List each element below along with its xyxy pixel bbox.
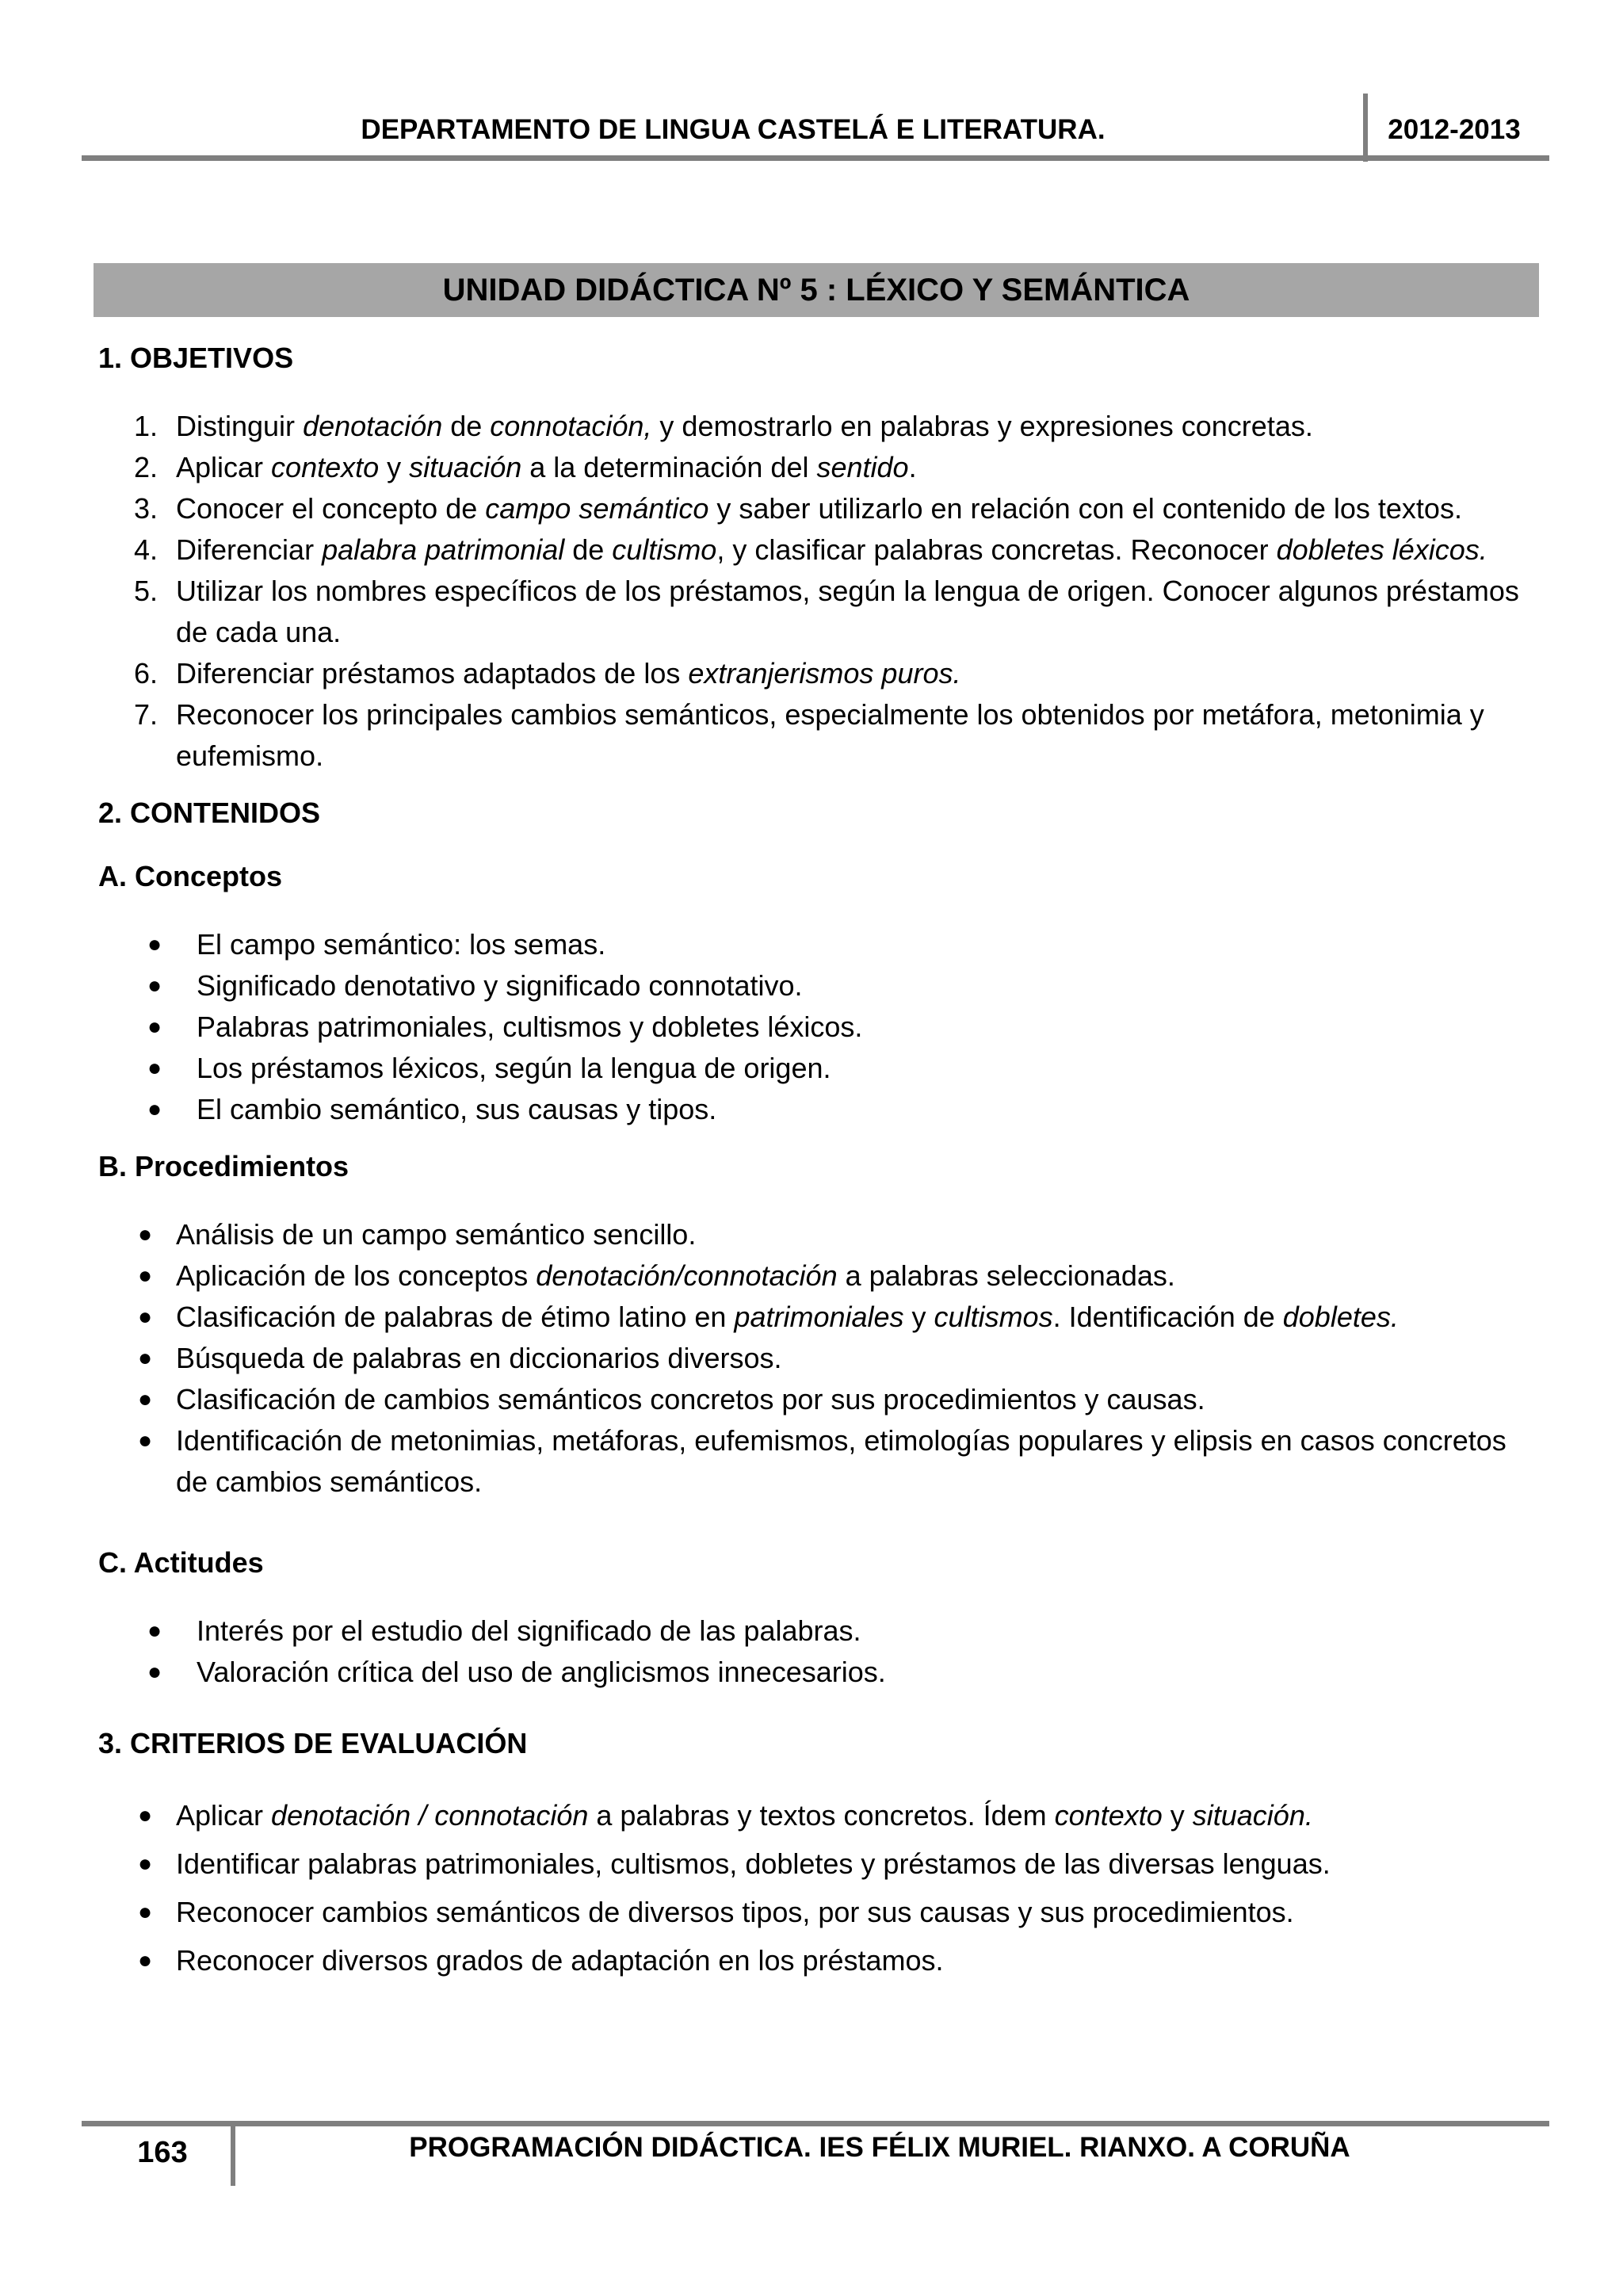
text: y saber utilizarlo en relación con el contenido de los textos. <box>708 492 1462 525</box>
footer-divider <box>231 2121 235 2186</box>
text: Interés por el estudio del significado de las palabras. <box>197 1614 861 1647</box>
bullet-icon: ● <box>138 1899 153 1925</box>
text: Identificar palabras patrimoniales, cultismos, dobletes y préstamos de las diversas lenguas. <box>176 1847 1331 1880</box>
italic-text: patrimoniales <box>734 1301 904 1333</box>
list-item <box>98 1089 1545 1130</box>
list-item <box>98 1888 1545 1936</box>
bullet-icon: ● <box>138 1851 153 1877</box>
italic-text: sentido <box>816 451 909 483</box>
actitudes-heading: C. Actitudes <box>98 1546 264 1579</box>
list-item <box>98 447 1545 488</box>
contenidos-heading: 2. CONTENIDOS <box>98 797 321 829</box>
list-item <box>98 1652 1545 1693</box>
header-title: DEPARTAMENTO DE LINGUA CASTELÁ E LITERATURA. <box>361 114 1106 145</box>
unit-title: UNIDAD DIDÁCTICA Nº 5 : LÉXICO Y SEMÁNTICA <box>94 263 1539 317</box>
bullet-icon: ● <box>138 1386 153 1412</box>
text: Significado denotativo y significado connotativo. <box>197 969 803 1002</box>
text: a la determinación del <box>521 451 817 483</box>
list-item <box>98 924 1545 965</box>
text: Palabras patrimoniales, cultismos y dobletes léxicos. <box>197 1010 863 1043</box>
text: a palabras seleccionadas. <box>837 1259 1175 1292</box>
list-item <box>98 406 1545 447</box>
text: Clasificación de palabras de étimo latino en <box>176 1301 735 1333</box>
text: y <box>903 1301 934 1333</box>
text: Aplicar <box>176 451 272 483</box>
bullet-icon: ● <box>138 1263 153 1289</box>
page-number: 163 <box>137 2136 188 2169</box>
text: y <box>379 451 410 483</box>
text: Reconocer cambios semánticos de diversos tipos, por sus causas y sus procedimientos. <box>176 1896 1294 1928</box>
italic-text: cultismo <box>612 533 717 566</box>
list-item <box>98 965 1545 1007</box>
list-item <box>98 571 1545 653</box>
list-item <box>98 694 1545 777</box>
italic-text: situación. <box>1192 1799 1313 1832</box>
conceptos-list <box>98 924 1545 1130</box>
list-item <box>98 1610 1545 1652</box>
bullet-icon: ● <box>138 1345 153 1371</box>
italic-text: palabra patrimonial <box>322 533 565 566</box>
text: El campo semántico: los semas. <box>197 928 606 961</box>
bullet-icon: ● <box>138 1802 153 1828</box>
list-item <box>98 529 1545 571</box>
actitudes-list <box>98 1610 1545 1693</box>
text: Valoración crítica del uso de anglicismos innecesarios. <box>197 1656 886 1688</box>
document-body <box>98 339 1545 1985</box>
text: Análisis de un campo semántico sencillo. <box>176 1218 697 1251</box>
list-item <box>98 1791 1545 1839</box>
bullet-icon: ● <box>147 1014 162 1040</box>
list-item <box>98 1214 1545 1255</box>
bullet-icon: ● <box>147 1659 162 1685</box>
text: y <box>1162 1799 1193 1832</box>
text: Identificación de metonimias, metáforas, eufemismos, etimologías populares y elipsis en casos concretos de cambios semánticos. <box>176 1424 1507 1498</box>
list-item <box>98 653 1545 694</box>
footer-text: PROGRAMACIÓN DIDÁCTICA. IES FÉLIX MURIEL. RIANXO. A CORUÑA <box>409 2132 1350 2163</box>
criterios-list <box>98 1791 1545 1985</box>
italic-text: dobletes. <box>1282 1301 1399 1333</box>
list-item <box>98 1936 1545 1985</box>
text: Aplicar <box>176 1799 272 1832</box>
text: Diferenciar <box>176 533 323 566</box>
italic-text: campo semántico <box>485 492 709 525</box>
list-item <box>98 1338 1545 1379</box>
list-number: 2. <box>134 451 158 483</box>
italic-text: denotación / connotación <box>271 1799 589 1832</box>
italic-text: extranjerismos puros. <box>688 657 961 690</box>
header-year: 2012-2013 <box>1388 114 1521 145</box>
footer-rule <box>82 2121 1549 2126</box>
bullet-icon: ● <box>147 931 162 957</box>
list-item <box>98 1255 1545 1297</box>
text: Aplicación de los conceptos <box>176 1259 537 1292</box>
list-number: 4. <box>134 533 158 566</box>
text: Reconocer diversos grados de adaptación en los préstamos. <box>176 1944 944 1977</box>
bullet-icon: ● <box>138 1304 153 1330</box>
text: , y clasificar palabras concretas. Reconocer <box>716 533 1277 566</box>
list-number: 5. <box>134 575 158 607</box>
text: . <box>908 451 917 483</box>
text: y demostrarlo en palabras y expresiones concretas. <box>651 410 1313 442</box>
text: Conocer el concepto de <box>176 492 486 525</box>
list-item <box>98 1420 1545 1503</box>
criterios-heading: 3. CRITERIOS DE EVALUACIÓN <box>98 1727 528 1759</box>
text: Diferenciar préstamos adaptados de los <box>176 657 689 690</box>
list-number: 3. <box>134 492 158 525</box>
bullet-icon: ● <box>147 1096 162 1122</box>
text: . Identificación de <box>1052 1301 1283 1333</box>
bullet-icon: ● <box>147 1618 162 1644</box>
list-item <box>98 1379 1545 1420</box>
procedimientos-heading: B. Procedimientos <box>98 1150 349 1182</box>
objetivos-heading: 1. OBJETIVOS <box>98 342 294 374</box>
bullet-icon: ● <box>147 972 162 999</box>
text: de <box>564 533 613 566</box>
italic-text: denotación <box>303 410 443 442</box>
text: El cambio semántico, sus causas y tipos. <box>197 1093 717 1125</box>
text: Distinguir <box>176 410 304 442</box>
list-number: 1. <box>134 410 158 442</box>
text: Reconocer los principales cambios semánticos, especialmente los obtenidos por metáfora, metonimia y eufemismo. <box>176 698 1484 772</box>
list-item <box>98 1048 1545 1089</box>
text: a palabras y textos concretos. Ídem <box>588 1799 1055 1832</box>
italic-text: cultismos <box>934 1301 1053 1333</box>
text: Utilizar los nombres específicos de los préstamos, según la lengua de origen. Conocer algunos préstamos de cada una. <box>176 575 1519 648</box>
conceptos-heading: A. Conceptos <box>98 860 283 892</box>
italic-text: denotación/connotación <box>536 1259 838 1292</box>
list-item <box>98 1839 1545 1888</box>
list-number: 6. <box>134 657 158 690</box>
bullet-icon: ● <box>147 1055 162 1081</box>
header-rule <box>82 155 1549 161</box>
text: Búsqueda de palabras en diccionarios diversos. <box>176 1342 782 1374</box>
italic-text: contexto <box>1054 1799 1163 1832</box>
objetivos-list <box>98 406 1545 777</box>
italic-text: contexto <box>271 451 380 483</box>
text: de <box>442 410 491 442</box>
bullet-icon: ● <box>138 1427 153 1454</box>
bullet-icon: ● <box>138 1221 153 1247</box>
list-number: 7. <box>134 698 158 731</box>
italic-text: dobletes léxicos. <box>1276 533 1487 566</box>
list-item <box>98 488 1545 529</box>
text: Los préstamos léxicos, según la lengua de origen. <box>197 1052 831 1084</box>
list-item <box>98 1297 1545 1338</box>
bullet-icon: ● <box>138 1947 153 1973</box>
italic-text: situación <box>409 451 522 483</box>
text: Clasificación de cambios semánticos concretos por sus procedimientos y causas. <box>176 1383 1205 1415</box>
italic-text: connotación, <box>490 410 652 442</box>
procedimientos-list <box>98 1214 1545 1503</box>
list-item <box>98 1007 1545 1048</box>
